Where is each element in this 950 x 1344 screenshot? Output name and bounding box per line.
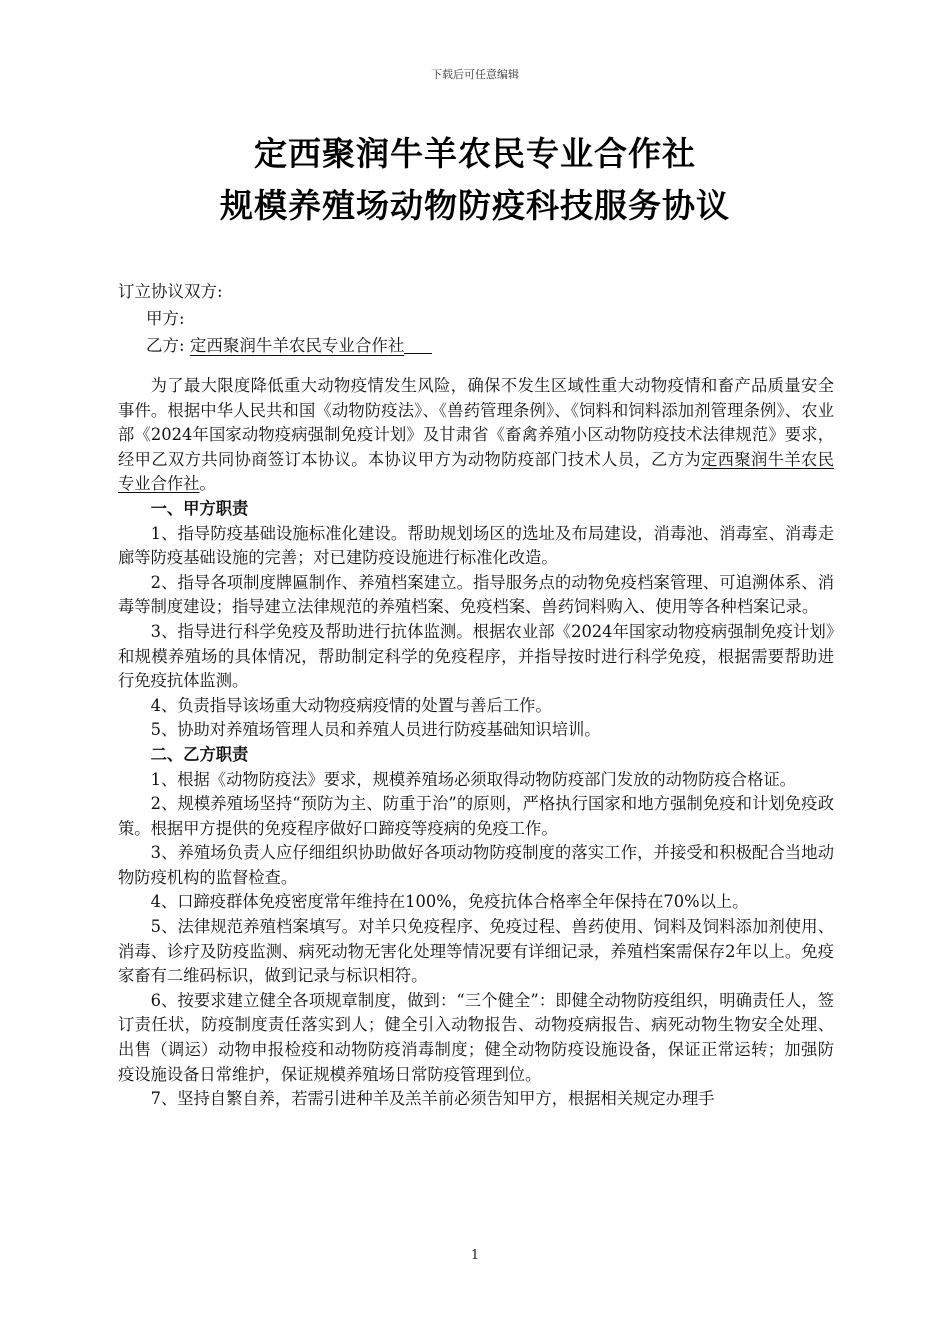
party-b-duty-item: 2、规模养殖场坚持“预防为主、防重于治”的原则，严格执行国家和地方强制免疫和计划免疫政策。根据甲方提供的免疫程序做好口蹄疫等疫病的免疫工作。 xyxy=(118,794,834,838)
party-b-duty-item: 4、口蹄疫群体免疫密度常年维持在100%，免疫抗体合格率全年保持在70%以上。 xyxy=(150,892,749,912)
party-b-label: 乙方: xyxy=(146,336,185,355)
document-title-line-2: 规模养殖场动物防疫科技服务协议 xyxy=(220,186,730,225)
party-b-duty-item: 6、按要求建立健全各项规章制度，做到：“三个健全”：即健全动物防疫组织，明确责任人，签订责任状，防疫制度责任落实到人；健全引入动物报告、动物疫病报告、病死动物生物安全处理、出售（调运）动物申报检疫和动物防疫消毒制度；健全动物防疫设施设备，保证正常运转；加强防疫设施设备日常维护，保证规模养殖场日常防疫管理到位。 xyxy=(118,990,834,1084)
header-note: 下载后可任意编辑 xyxy=(431,68,519,81)
intro-end: 。 xyxy=(199,474,216,494)
party-a-duty-item: 4、负责指导该场重大动物疫病疫情的处置与善后工作。 xyxy=(150,695,552,715)
party-a-duty-item: 3、指导进行科学免疫及帮助进行抗体监测。根据农业部《2024年国家动物疫病强制免疫计划》和规模养殖场的具体情况，帮助制定科学的免疫程序，并指导按时进行科学免疫，根据需要帮助进行免疫抗体监测。 xyxy=(118,621,834,691)
party-a-label: 甲方: xyxy=(146,309,185,328)
contracting-parties xyxy=(118,278,838,359)
parties-heading: 订立协议双方: xyxy=(118,282,223,301)
intro-party-b-name: 定西聚润牛羊农民专业合作社 xyxy=(118,449,834,494)
intro-text: 为了最大限度降低重大动物疫情发生风险，确保不发生区域性重大动物疫情和畜产品质量安全事件。根据中华人民共和国《动物防疫法》、《兽药管理条例》、《饲料和饲料添加剂管理条例》、农业部《2024年国家动物疫病强制免疫计划》及甘肃省《畜禽养殖小区动物防疫技术法律规范》要求，经甲乙双方共同协商签订本协议。本协议甲方为动物防疫部门技术人员，乙方为 xyxy=(118,376,834,469)
party-b-underline-tail xyxy=(404,352,432,354)
agreement-body xyxy=(118,374,834,1112)
party-b-duty-item: 5、法律规范养殖档案填写。对羊只免疫程序、免疫过程、兽药使用、饲料及饲料添加剂使用、消毒、诊疗及防疫监测、病死动物无害化处理等情况要有详细记录，养殖档案需保存2年以上。免疫家畜有二维码标识，做到记录与标识相符。 xyxy=(118,917,834,986)
document-title-line-1: 定西聚润牛羊农民专业合作社 xyxy=(254,134,696,173)
party-a-line xyxy=(118,305,838,332)
party-b-name: 定西聚润牛羊农民专业合作社 xyxy=(189,336,405,355)
party-b-duty-item: 1、根据《动物防疫法》要求，规模养殖场必须取得动物防疫部门发放的动物防疫合格证。 xyxy=(150,769,796,789)
page-number: 1 xyxy=(470,1248,480,1263)
party-b-duty-item: 3、养殖场负责人应仔细组织协助做好各项动物防疫制度的落实工作，并接受和积极配合当地动物防疫机构的监督检查。 xyxy=(118,843,834,887)
section-heading-party-b: 二、乙方职责 xyxy=(150,744,249,764)
party-a-duty-item: 2、指导各项制度牌匾制作、养殖档案建立。指导服务点的动物免疫档案管理、可追溯体系、消毒等制度建设；指导建立法律规范的养殖档案、免疫档案、兽药饲料购入、使用等各种档案记录。 xyxy=(118,572,834,617)
party-b-duty-item: 7、坚持自繁自养，若需引进种羊及羔羊前必须告知甲方，根据相关规定办理手 xyxy=(150,1089,715,1109)
party-b-line xyxy=(118,332,838,359)
party-a-duty-item: 5、协助对养殖场管理人员和养殖人员进行防疫基础知识培训。 xyxy=(150,720,601,740)
section-heading-party-a: 一、甲方职责 xyxy=(150,498,249,518)
party-a-duty-item: 1、指导防疫基础设施标准化建设。帮助规划场区的选址及布局建设，消毒池、消毒室、消毒走廊等防疫基础设施的完善；对已建防疫设施进行标准化改造。 xyxy=(118,523,834,568)
intro-paragraph xyxy=(118,374,834,497)
